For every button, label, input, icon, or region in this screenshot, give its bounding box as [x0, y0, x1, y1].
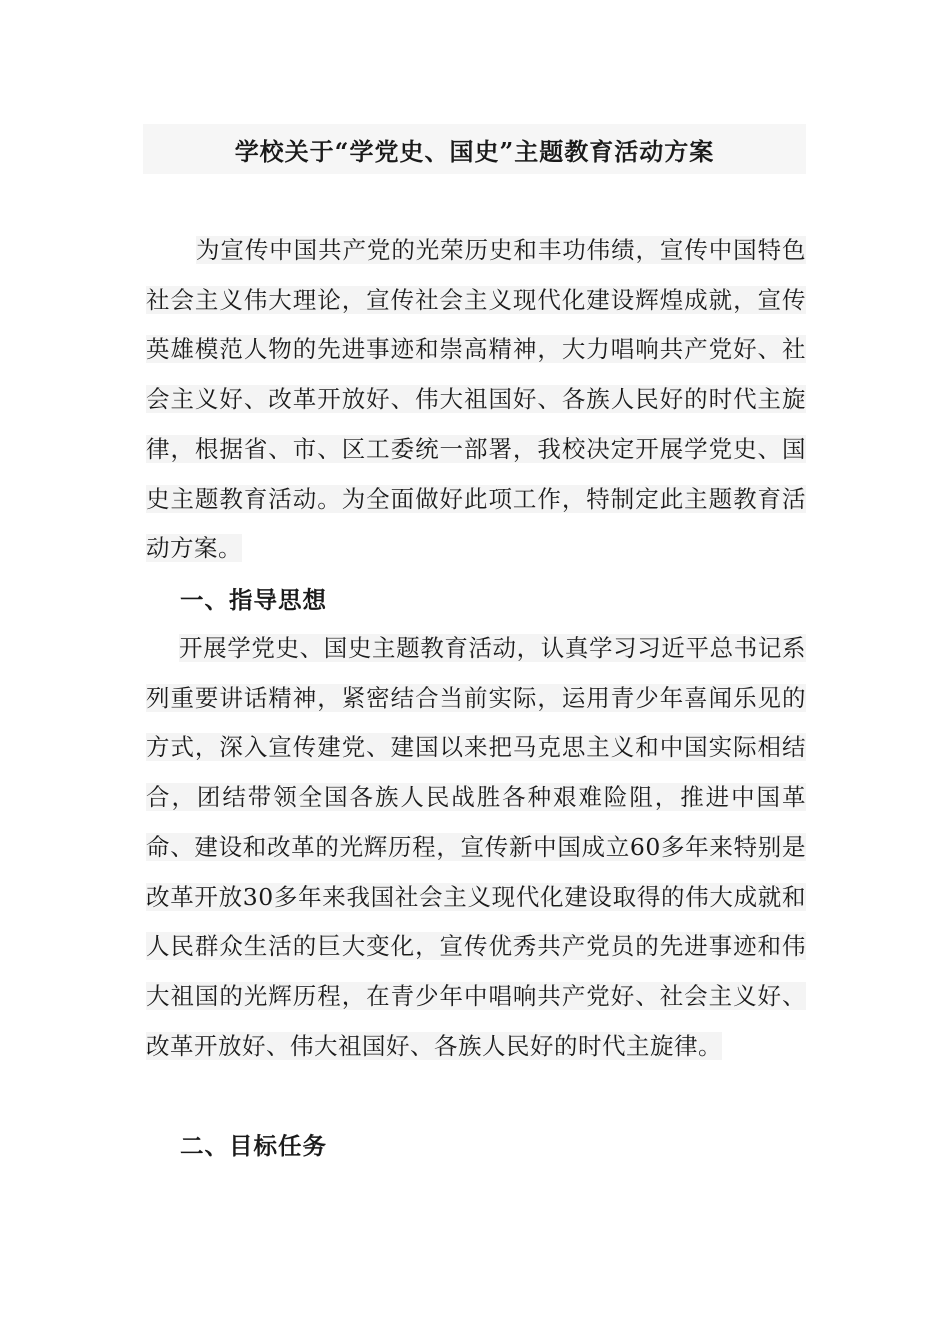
intro-text: 为宣传中国共产党的光荣历史和丰功伟绩，宣传中国特色社会主义伟大理论，宣传社会主义现代化建设辉煌成就，宣传英雄模范人物的先进事迹和崇高精神，大力唱响共产党好、社会主义好、改革开放好、伟大祖国好、各族人民好的时代主旋律，根据省、市、区工委统一部署，我校决定开展学党史、国史主题教育活动。为全面做好此项工作，特制定此主题教育活动方案。 — [146, 236, 806, 563]
document-title: 学校关于“学党史、国史”主题教育活动方案 — [234, 136, 715, 166]
title-bar — [143, 124, 806, 174]
guiding-ideology-text: 开展学党史、国史主题教育活动，认真学习习近平总书记系列重要讲话精神，紧密结合当前实际，运用青少年喜闻乐见的方式，深入宣传建党、建国以来把马克思主义和中国实际相结合，团结带领全国各族人民战胜各种艰难险阻，推进中国革命、建设和改革的光辉历程，宣传新中国成立60多年来特别是改革开放30多年来我国社会主义现代化建设取得的伟大成就和人民群众生活的巨大变化，宣传优秀共产党员的先进事迹和伟大祖国的光辉历程，在青少年中唱响共产党好、社会主义好、改革开放好、伟大祖国好、各族人民好的时代主旋律。 — [146, 634, 806, 1060]
section-heading-goals-tasks: 二、目标任务 — [180, 1132, 327, 1160]
guiding-ideology-paragraph — [146, 624, 806, 1071]
section-heading-guiding-ideology: 一、指导思想 — [180, 586, 327, 614]
intro-paragraph — [146, 226, 806, 574]
